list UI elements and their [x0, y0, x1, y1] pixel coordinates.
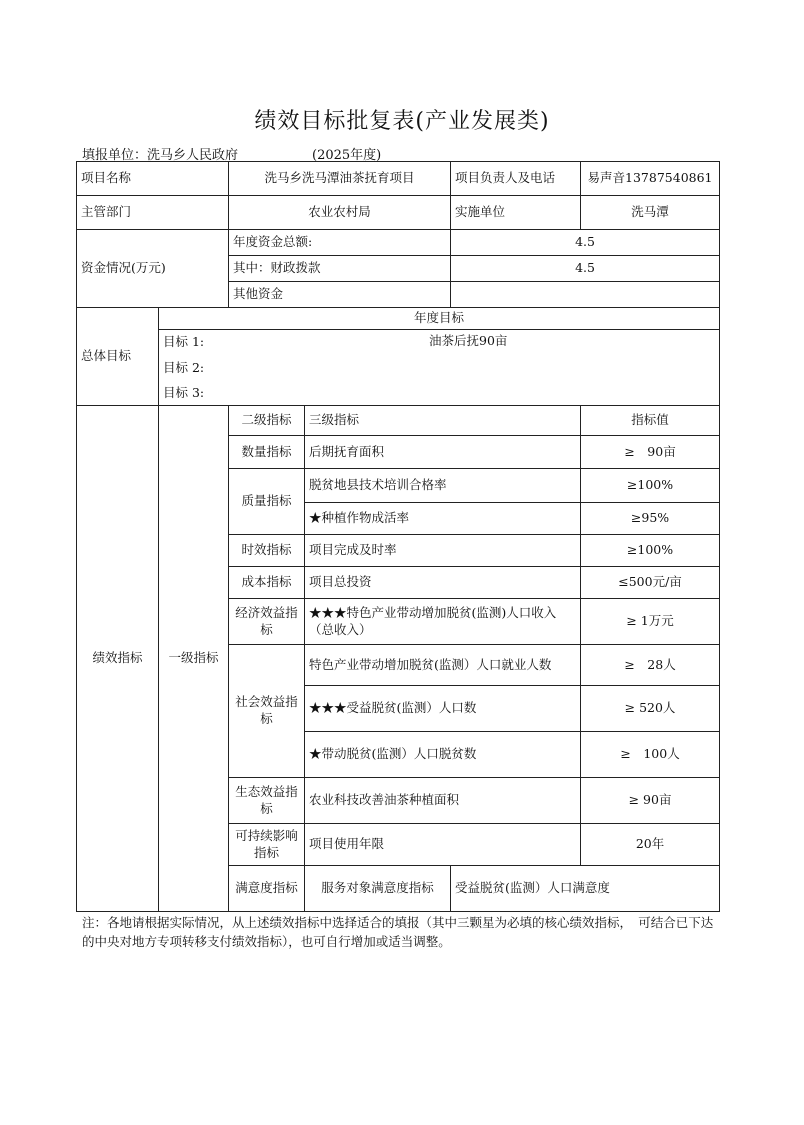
col-level2-header: 二级指标	[229, 406, 305, 436]
funds-label: 资金情况(万元)	[77, 230, 229, 308]
satisfaction-label: 满意度指标	[229, 866, 305, 912]
social-value-2: ≥ 520人	[581, 686, 720, 732]
service-name: 受益脱贫(监测）人口满意度	[451, 866, 720, 912]
funds-other-label: 其他资金	[229, 282, 451, 308]
goal-1-value: 油茶后抚90亩	[429, 333, 508, 348]
social-value-3: ≥ 100人	[581, 732, 720, 778]
project-name-row	[77, 162, 720, 196]
level1-label: 一级指标	[159, 406, 229, 912]
page-title: 绩效目标批复表(产业发展类)	[254, 109, 550, 134]
goals-label: 总体目标	[77, 308, 159, 406]
economic-name: ★★★特色产业带动增加脱贫(监测)人口收入（总收入）	[305, 599, 581, 645]
sustainable-name: 项目使用年限	[305, 824, 581, 866]
project-contact-value: 易声音13787540861	[581, 162, 720, 196]
department-value: 农业农村局	[229, 196, 451, 230]
goal-2-label: 目标 2:	[159, 356, 720, 382]
goals-header: 年度目标	[159, 308, 720, 330]
timeliness-value: ≥100%	[581, 535, 720, 567]
goals-header-row	[77, 308, 720, 330]
quality-name-1: 脱贫地县技术培训合格率	[305, 469, 581, 503]
department-label: 主管部门	[77, 196, 229, 230]
goal-1-label: 目标 1:	[163, 334, 205, 350]
performance-table	[76, 161, 720, 912]
goal-2-row	[77, 356, 720, 382]
report-year: (2025年度)	[312, 148, 382, 163]
social-name-2: ★★★受益脱贫(监测）人口数	[305, 686, 581, 732]
economic-value: ≥ 1万元	[581, 599, 720, 645]
economic-label: 经济效益指标	[229, 599, 305, 645]
funds-fiscal-label: 其中：财政拨款	[229, 256, 451, 282]
social-name-1: 特色产业带动增加脱贫(监测）人口就业人数	[305, 645, 581, 686]
footnote: 注：各地请根据实际情况，从上述绩效指标中选择适合的填报（其中三颗星为必填的核心绩效指标， 可结合已下达的中央对地方专项转移支付绩效指标），也可自行增加或适当调整。	[82, 915, 714, 950]
funds-total-row	[77, 230, 720, 256]
reporting-unit-value: 洗马乡人民政府	[147, 148, 239, 163]
timeliness-label: 时效指标	[229, 535, 305, 567]
timeliness-name: 项目完成及时率	[305, 535, 581, 567]
implementing-unit-label: 实施单位	[451, 196, 581, 230]
col-value-header: 指标值	[581, 406, 720, 436]
department-row	[77, 196, 720, 230]
cost-label: 成本指标	[229, 567, 305, 599]
indicators-header-row	[77, 406, 720, 436]
reporting-unit-label: 填报单位：	[82, 148, 148, 163]
quality-name-2: ★种植作物成活率	[305, 503, 581, 535]
cost-name: 项目总投资	[305, 567, 581, 599]
goal-3-label: 目标 3:	[159, 382, 720, 406]
funds-total-value: 4.5	[451, 230, 720, 256]
indicators-label: 绩效指标	[77, 406, 159, 912]
funds-fiscal-value: 4.5	[451, 256, 720, 282]
quantity-label: 数量指标	[229, 436, 305, 469]
project-name-label: 项目名称	[77, 162, 229, 196]
funds-other-value	[451, 282, 720, 308]
service-label: 服务对象满意度指标	[305, 866, 451, 912]
project-contact-label: 项目负责人及电话	[451, 162, 581, 196]
social-name-3: ★带动脱贫(监测）人口脱贫数	[305, 732, 581, 778]
sustainable-value: 20年	[581, 824, 720, 866]
goal-3-row	[77, 382, 720, 406]
quantity-value: ≥ 90亩	[581, 436, 720, 469]
ecological-label: 生态效益指标	[229, 778, 305, 824]
goal-1-row	[77, 330, 720, 356]
quantity-name: 后期抚育面积	[305, 436, 581, 469]
quality-label: 质量指标	[229, 469, 305, 535]
col-level3-header: 三级指标	[305, 406, 581, 436]
implementing-unit-value: 洗马潭	[581, 196, 720, 230]
ecological-name: 农业科技改善油茶种植面积	[305, 778, 581, 824]
cost-value: ≤500元/亩	[581, 567, 720, 599]
funds-total-label: 年度资金总额:	[229, 230, 451, 256]
social-label: 社会效益指标	[229, 645, 305, 778]
ecological-value: ≥ 90亩	[581, 778, 720, 824]
quality-value-2: ≥95%	[581, 503, 720, 535]
sustainable-label: 可持续影响指标	[229, 824, 305, 866]
quality-value-1: ≥100%	[581, 469, 720, 503]
social-value-1: ≥ 28人	[581, 645, 720, 686]
project-name-value: 洗马乡洗马潭油茶抚育项目	[229, 162, 451, 196]
